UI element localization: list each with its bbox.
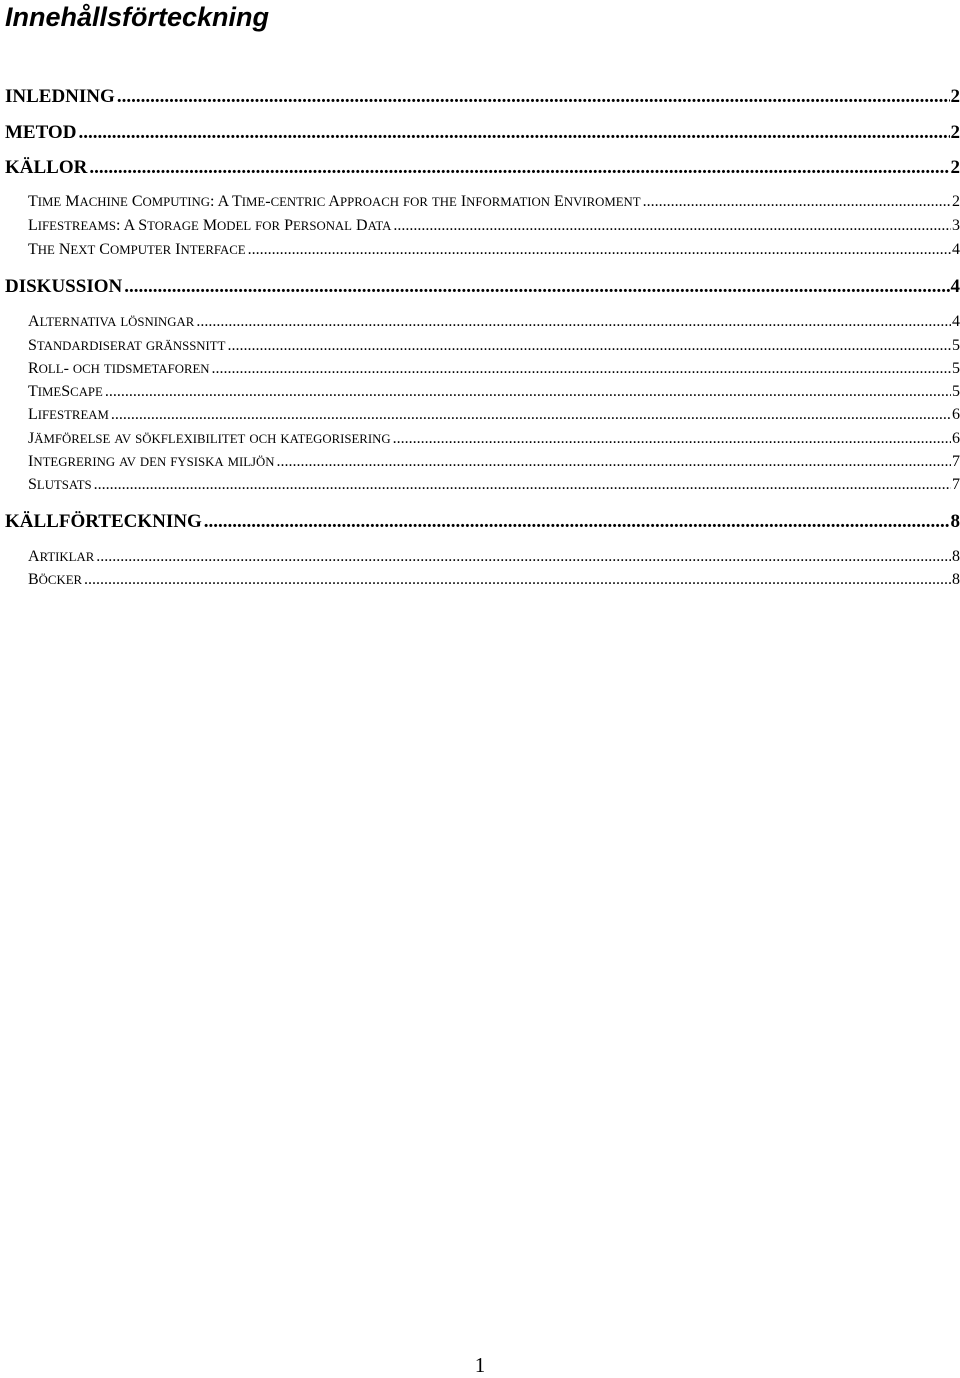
toc-dot-leader xyxy=(87,155,949,181)
toc-entry[interactable] xyxy=(28,404,960,426)
toc-entry-page: 8 xyxy=(952,571,960,588)
toc-dot-leader xyxy=(210,358,951,380)
toc-entry-page: 5 xyxy=(952,360,960,377)
toc-dot-leader xyxy=(391,215,951,237)
toc-dot-leader xyxy=(202,509,950,535)
toc-entry-page: 4 xyxy=(952,313,960,330)
toc-dot-leader xyxy=(391,428,951,450)
toc-dot-leader xyxy=(275,451,952,473)
toc-entry[interactable] xyxy=(28,239,960,261)
toc-entry-label: BÖCKER xyxy=(28,571,83,588)
toc-dot-leader xyxy=(194,311,951,333)
toc-entry-label: ARTIKLAR xyxy=(28,548,95,565)
toc-entry[interactable] xyxy=(28,474,960,496)
toc-dot-leader xyxy=(225,335,951,357)
toc-entry-page: 7 xyxy=(952,453,960,470)
toc-entry[interactable] xyxy=(28,428,960,450)
toc-dot-leader xyxy=(76,120,949,146)
toc-entry-label: METOD xyxy=(5,122,77,143)
toc-entry-page: 4 xyxy=(950,276,960,297)
toc-entry-label: DISKUSSION xyxy=(5,276,123,297)
toc-entry[interactable] xyxy=(28,191,960,213)
toc-entry[interactable] xyxy=(28,569,960,591)
toc-entry-label: KÄLLOR xyxy=(5,157,88,178)
toc-entry-label: LIFESTREAMS: A STORAGE MODEL FOR PERSONAL DATA xyxy=(28,217,392,234)
toc-dot-leader xyxy=(115,84,950,110)
toc-entry[interactable] xyxy=(28,546,960,568)
toc-entry[interactable] xyxy=(5,274,960,300)
toc-entry[interactable] xyxy=(28,311,960,333)
toc-dot-leader xyxy=(103,381,951,403)
toc-entry-label: SLUTSATS xyxy=(28,476,92,493)
toc-entry[interactable] xyxy=(5,120,960,146)
toc-entry-page: 8 xyxy=(952,548,960,565)
toc-entry-label: JÄMFÖRELSE AV SÖKFLEXIBILITET OCH KATEGORISERING xyxy=(28,430,391,447)
toc-entry-label: LIFESTREAM xyxy=(28,406,109,423)
toc-entry[interactable] xyxy=(28,451,960,473)
toc-entry-label: INLEDNING xyxy=(5,86,115,107)
toc-entry[interactable] xyxy=(28,358,960,380)
toc-entry-page: 2 xyxy=(950,86,960,107)
toc-entry-page: 8 xyxy=(950,511,960,532)
toc-dot-leader xyxy=(122,274,949,300)
toc-entry-page: 4 xyxy=(952,241,960,258)
toc-entry-label: TIME MACHINE COMPUTING: A TIME-CENTRIC APPROACH FOR THE INFORMATION ENVIROMENT xyxy=(28,193,641,210)
toc-entry[interactable] xyxy=(5,155,960,181)
toc-dot-leader xyxy=(92,474,951,496)
toc-dot-leader xyxy=(641,191,951,213)
toc-dot-leader xyxy=(246,239,951,261)
toc-entry-page: 2 xyxy=(950,122,960,143)
toc-entry[interactable] xyxy=(28,215,960,237)
page-title: Innehållsförteckning xyxy=(5,2,270,32)
toc-entry-page: 5 xyxy=(952,337,960,354)
toc-dot-leader xyxy=(82,569,951,591)
page-number: 1 xyxy=(474,1353,486,1377)
toc-entry-label: ROLL- OCH TIDSMETAFOREN xyxy=(28,360,210,377)
toc-entry[interactable] xyxy=(28,381,960,403)
toc-entry[interactable] xyxy=(5,84,960,110)
toc-dot-leader xyxy=(109,404,951,426)
toc-entry-page: 2 xyxy=(950,157,960,178)
toc-entry-label: TIMESCAPE xyxy=(28,383,103,400)
toc-entry-page: 3 xyxy=(952,217,960,234)
toc-entry-label: THE NEXT COMPUTER INTERFACE xyxy=(28,241,246,258)
toc-entry-label: ALTERNATIVA LÖSNINGAR xyxy=(28,313,195,330)
toc-entry[interactable] xyxy=(5,509,960,535)
toc-entry-page: 6 xyxy=(952,430,960,447)
toc-entry-label: INTEGRERING AV DEN FYSISKA MILJÖN xyxy=(28,453,275,470)
toc-entry-page: 6 xyxy=(952,406,960,423)
toc-entry-page: 7 xyxy=(952,476,960,493)
toc-entry-page: 2 xyxy=(952,193,960,210)
toc-entry-label: KÄLLFÖRTECKNING xyxy=(5,511,202,532)
toc-dot-leader xyxy=(94,546,951,568)
toc-entry-page: 5 xyxy=(952,383,960,400)
toc-entry-label: STANDARDISERAT GRÄNSSNITT xyxy=(28,337,226,354)
toc-entry[interactable] xyxy=(28,335,960,357)
